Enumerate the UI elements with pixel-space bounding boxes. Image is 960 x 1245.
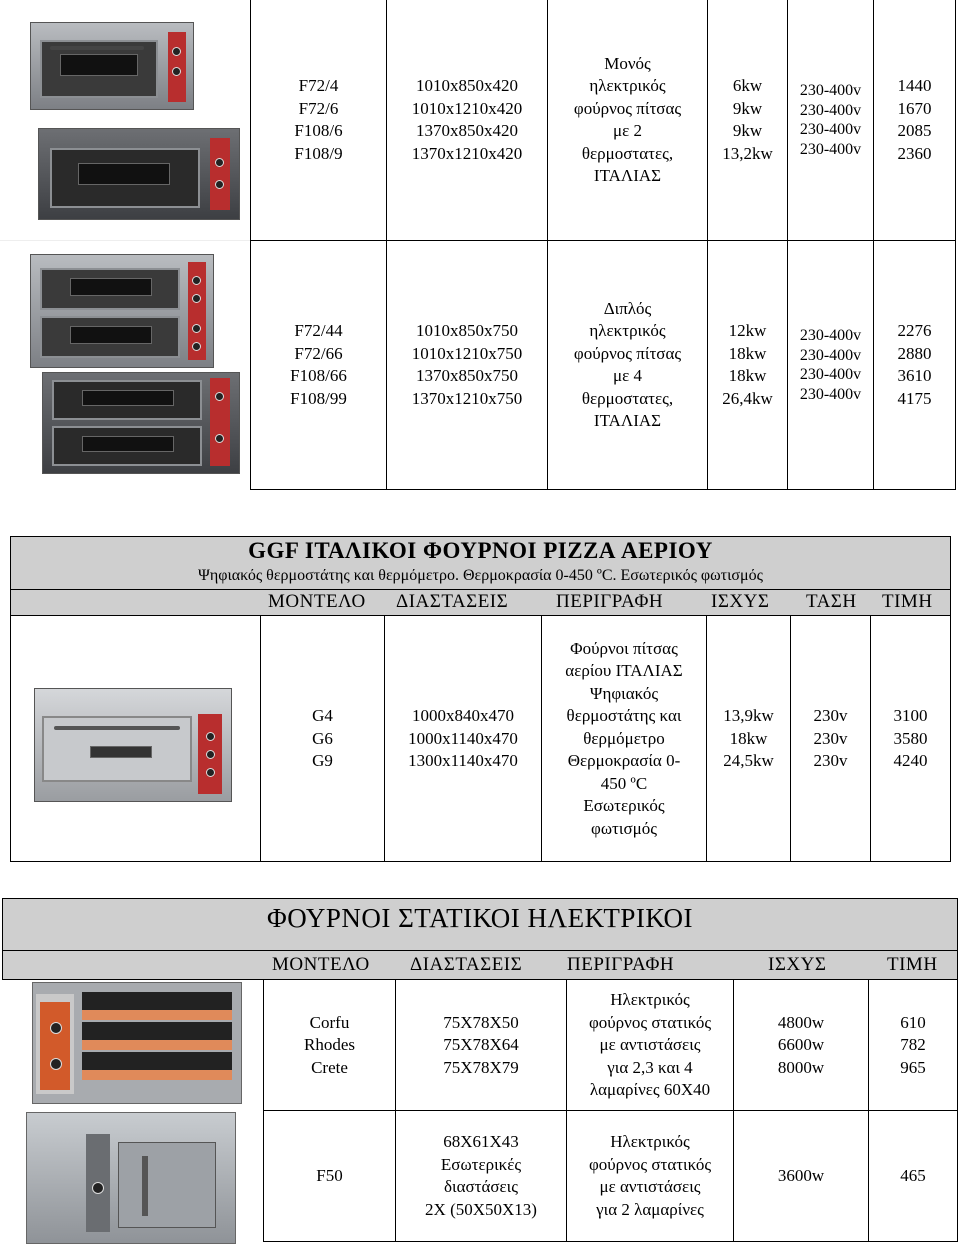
description-line: ΙΤΑΛΙΑΣ	[593, 411, 662, 430]
power: 24,5kw	[723, 751, 774, 771]
static2-power	[778, 1165, 824, 1188]
price: 2085	[897, 121, 932, 140]
description-line: Ηλεκτρικός	[610, 990, 690, 1010]
description-line: ΙΤΑΛΙΑΣ	[593, 166, 662, 185]
model: F108/9	[294, 143, 343, 163]
voltage: 230-400v	[799, 140, 862, 158]
model: F72/44	[294, 321, 343, 340]
model: F72/4	[298, 76, 339, 95]
dimension: 75X78X50	[443, 1012, 519, 1032]
header-voltage: ΤΑΣΗ	[806, 591, 857, 612]
price: 1670	[897, 98, 932, 118]
header-dimensions: ΔΙΑΣΤΑΣΕΙΣ	[410, 954, 523, 975]
dimension: 1010x1210x750	[411, 343, 523, 363]
price: 3580	[893, 728, 928, 748]
price: 2880	[897, 343, 932, 363]
voltage: 230-400v	[799, 327, 862, 344]
dimension: 1370x1210x420	[411, 143, 523, 163]
power: 4800w	[777, 1012, 825, 1032]
model: G9	[312, 751, 333, 771]
description-line: με 4	[612, 366, 642, 385]
static1-power	[778, 1012, 824, 1080]
description-line: Φούρνοι πίτσας	[570, 638, 678, 658]
row2-description	[574, 298, 681, 433]
static2-price	[900, 1165, 926, 1188]
dimension: 1370x850x420	[416, 121, 518, 140]
description-line: ηλεκτρικός	[589, 321, 666, 340]
description-line: θερμοστάτης και	[566, 706, 682, 726]
price: 3100	[893, 706, 928, 726]
section2-title: GGF ΙΤΑΛΙΚΟΙ ΦΟΥΡΝΟΙ PIZZA ΑΕΡΙΟΥ	[248, 538, 713, 563]
row1-description	[574, 53, 681, 188]
model: Corfu	[309, 1012, 350, 1032]
section2-subtitle: Ψηφιακός θερμοστάτης και θερμόμετρο. Θερμοκρασία 0-450 ºC. Εσωτερικός φωτισμός	[198, 567, 763, 584]
model: F72/6	[298, 98, 339, 118]
single-deck-oven-image-1	[30, 22, 192, 108]
price: 2276	[897, 321, 932, 340]
description-line: με 2	[612, 121, 642, 140]
static2-description	[589, 1131, 711, 1221]
description-line: για 2 λαμαρίνες	[596, 1199, 704, 1219]
description-line: λαμαρίνες 60Χ40	[589, 1080, 711, 1100]
header-model: ΜΟΝΤΕΛΟ	[272, 954, 370, 975]
dimension: Εσωτερικές	[440, 1154, 522, 1174]
gas-dimensions	[408, 705, 518, 773]
power: 9kw	[732, 98, 763, 118]
power: 18kw	[728, 343, 767, 363]
description-line: αερίου ΙΤΑΛΙΑΣ	[565, 661, 683, 681]
row1-voltage	[800, 81, 861, 159]
row1-price	[898, 75, 932, 165]
header-description: ΠΕΡΙΓΡΑΦΗ	[567, 954, 675, 975]
power: 13,9kw	[723, 706, 774, 726]
price: 1440	[897, 76, 932, 95]
dimension: 1010x1210x420	[411, 98, 523, 118]
row1-dimensions	[412, 75, 523, 165]
description-line: φούρνος πίτσας	[573, 98, 682, 118]
row1-power	[722, 75, 773, 165]
voltage: 230-400v	[799, 366, 862, 383]
power: 6kw	[732, 76, 763, 95]
static1-dimensions	[443, 1012, 519, 1080]
static1-price	[900, 1012, 926, 1080]
model: F108/6	[294, 121, 343, 140]
price: 2360	[897, 143, 932, 163]
gas-voltage	[814, 705, 848, 773]
power: 6600w	[777, 1035, 825, 1055]
price: 782	[900, 1035, 926, 1055]
power: 18kw	[729, 728, 768, 748]
dimension: 68X61X43	[443, 1132, 519, 1151]
model: F72/66	[294, 343, 343, 363]
description-line: για 2,3 και 4	[607, 1057, 693, 1077]
static2-dimensions	[425, 1131, 537, 1221]
gas-pizza-oven-image	[34, 688, 230, 800]
voltage: 230-400v	[799, 385, 862, 403]
dimension: 1370x1210x750	[411, 388, 523, 408]
voltage: 230-400v	[799, 82, 862, 99]
price: 4240	[893, 751, 928, 771]
header-model: ΜΟΝΤΕΛΟ	[268, 591, 366, 612]
voltage: 230v	[813, 728, 848, 748]
description-line: φούρνος στατικός	[588, 1154, 712, 1174]
header-power: ΙΣΧΥΣ	[768, 954, 827, 975]
dimension: 1370x850x750	[416, 366, 518, 385]
description-line: φούρνος πίτσας	[573, 343, 682, 363]
dimension: 1000x1140x470	[408, 728, 518, 748]
power: 18kw	[728, 366, 767, 385]
gas-power	[723, 705, 774, 773]
header-price: ΤΙΜΗ	[882, 591, 933, 612]
description-line: θερμοστατες,	[581, 143, 674, 163]
model: G6	[312, 728, 333, 748]
description-line: με αντιστάσεις	[599, 1177, 701, 1196]
row2-price	[898, 320, 932, 410]
price: 965	[900, 1057, 926, 1077]
model: G4	[312, 706, 333, 726]
row2-voltage	[800, 326, 861, 404]
static1-description	[589, 989, 711, 1102]
power: 12kw	[728, 321, 767, 340]
row1-models	[294, 75, 342, 165]
dimension: 2X (50X50X13)	[425, 1199, 537, 1219]
header-price: ΤΙΜΗ	[887, 954, 938, 975]
price: 465	[900, 1165, 926, 1185]
price: 4175	[897, 388, 932, 408]
single-deck-oven-image-2	[38, 128, 238, 218]
voltage: 230v	[813, 706, 848, 726]
description-line: Διπλός	[603, 298, 652, 318]
static-oven-image-2	[26, 1112, 234, 1242]
power: 26,4kw	[722, 388, 773, 408]
power: 13,2kw	[722, 143, 773, 163]
dimension: 1000x840x470	[412, 706, 514, 726]
description-line: φωτισμός	[591, 818, 657, 838]
double-deck-oven-image-1	[30, 254, 212, 366]
header-description: ΠΕΡΙΓΡΑΦΗ	[556, 591, 664, 612]
model: Crete	[311, 1057, 348, 1077]
header-dimensions: ΔΙΑΣΤΑΣΕΙΣ	[396, 591, 509, 612]
row2-dimensions	[412, 320, 523, 410]
model: Rhodes	[304, 1035, 355, 1055]
description-line: 450 ºC	[600, 773, 648, 793]
description-line: Ηλεκτρικός	[610, 1132, 690, 1151]
dimension: 75X78X64	[443, 1035, 519, 1055]
section3-title: ΦΟΥΡΝΟΙ ΣΤΑΤΙΚΟΙ ΗΛΕΚΤΡΙΚΟΙ	[266, 903, 694, 933]
gas-models	[312, 705, 333, 773]
price: 3610	[897, 366, 932, 385]
dimension: 75X78X79	[443, 1057, 519, 1077]
static2-models	[316, 1165, 342, 1188]
voltage: 230-400v	[799, 121, 862, 138]
gas-description	[565, 638, 682, 841]
dimension: 1300x1140x470	[408, 751, 518, 771]
model: F108/66	[290, 366, 347, 385]
power: 8000w	[777, 1057, 825, 1077]
voltage: 230-400v	[799, 101, 862, 119]
header-power: ΙΣΧΥΣ	[711, 591, 770, 612]
static-oven-image-1	[32, 982, 240, 1102]
gas-price	[894, 705, 928, 773]
description-line: θερμοστατες,	[581, 388, 674, 408]
dimension: διαστάσεις	[443, 1177, 518, 1196]
voltage: 230-400v	[799, 346, 862, 364]
model: F108/99	[290, 388, 347, 408]
static1-models	[304, 1012, 355, 1080]
description-line: ηλεκτρικός	[589, 76, 666, 95]
description-line: Μονός	[604, 53, 651, 73]
voltage: 230v	[813, 751, 848, 771]
dimension: 1010x850x420	[416, 76, 518, 95]
description-line: Ψηφιακός	[589, 683, 659, 703]
dimension: 1010x850x750	[416, 321, 518, 340]
description-line: φούρνος στατικός	[588, 1012, 712, 1032]
description-line: με αντιστάσεις	[599, 1035, 701, 1055]
power: 9kw	[732, 121, 763, 140]
description-line: Εσωτερικός	[583, 796, 665, 816]
row2-models	[290, 320, 347, 410]
row2-power	[722, 320, 773, 410]
price: 610	[900, 1012, 926, 1032]
double-deck-oven-image-2	[42, 372, 238, 472]
description-line: Θερμοκρασία 0-	[567, 751, 681, 771]
power: 3600w	[777, 1165, 825, 1185]
description-line: θερμόμετρο	[583, 728, 665, 748]
model: F50	[316, 1165, 343, 1185]
